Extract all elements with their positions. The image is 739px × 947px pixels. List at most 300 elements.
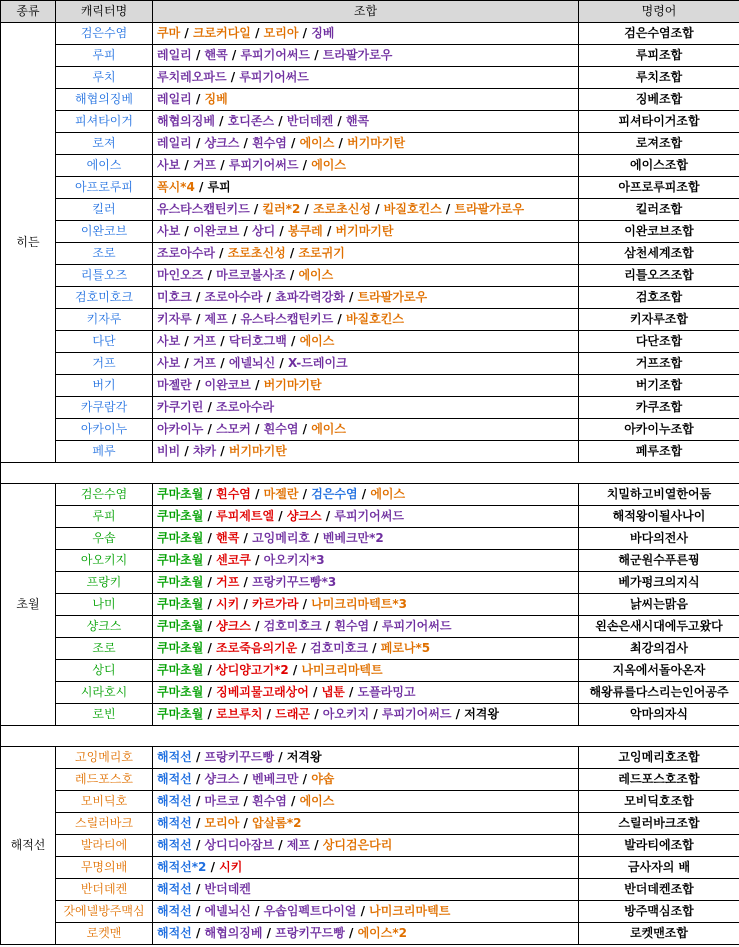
combo-separator: / [344,290,358,304]
combo-cell [153,572,579,594]
combo-separator: / [180,444,193,458]
section-gap-cell [1,726,739,747]
combo-cell [153,660,579,682]
table-row [1,638,739,660]
header-type: 종류 [1,1,56,23]
command-cell: 에이스조합 [579,155,739,177]
combo-part: 해적선*2 [157,860,207,874]
table-row [1,682,739,704]
combo-part: 에이스 [299,136,335,150]
command-cell: 버기조합 [579,375,739,397]
character-name-cell: 우솝 [56,528,153,550]
combo-part: 트라팔가로우 [322,48,393,62]
character-name-cell: 로켓맨 [56,923,153,945]
combo-separator: / [322,224,336,238]
combo-cell [153,682,579,704]
combo-separator: / [203,575,217,589]
combo-part: 에넬뇌신 [204,904,251,918]
combo-separator: / [333,312,346,326]
character-name-cell: 반더데켄 [56,879,153,901]
combo-separator: / [356,904,370,918]
combo-separator: / [285,246,299,260]
combo-part: 레일리 [157,48,192,62]
command-cell: 페루조합 [579,441,739,463]
combo-part: 해적선 [157,838,192,852]
combo-part: 거프 [192,334,217,348]
combo-separator: / [286,794,300,808]
combo-part: 마젤란 [263,487,299,501]
combo-part: 냅툰 [321,685,345,699]
character-name-cell: 에이스 [56,155,153,177]
table-row [1,287,739,309]
combo-separator: / [300,202,314,216]
combo-separator: / [321,509,335,523]
command-cell: 검은수염조합 [579,23,739,45]
table-row [1,265,739,287]
combo-cell [153,901,579,923]
table-row [1,243,739,265]
command-cell: 아카이누조합 [579,419,739,441]
combo-part: 버기마기탄 [228,444,287,458]
character-name-cell: 킬러 [56,199,153,221]
combo-part: 스모커 [216,422,251,436]
character-name-cell: 레드포스호 [56,769,153,791]
section-type-cell: 히든 [1,23,56,463]
combo-part: 검호미호크 [310,641,368,655]
combo-cell [153,835,579,857]
character-name-cell: 상디 [56,660,153,682]
combo-separator: / [227,312,241,326]
command-cell: 해왕류를다스리는인어공주 [579,682,739,704]
combo-part: 거프 [216,575,240,589]
combo-part: 카쿠기린 [157,400,204,414]
combo-separator: / [369,707,382,721]
combo-cell [153,419,579,441]
combo-cell [153,331,579,353]
combo-cell [153,528,579,550]
character-name-cell: 로빈 [56,704,153,726]
character-name-cell: 키자루 [56,309,153,331]
combo-part: 조로초신성 [227,246,286,260]
character-name-cell: 검호미호크 [56,287,153,309]
combo-part: 마르코 [204,794,240,808]
combo-part: 봉쿠레 [288,224,323,238]
combo-part: 핸콕 [204,48,228,62]
table-row [1,857,739,879]
combo-separator: / [203,553,217,567]
command-cell: 금사자의 배 [579,857,739,879]
command-cell: 바다의전사 [579,528,739,550]
combo-part: 핸콕 [345,114,370,128]
character-name-cell: 루치 [56,67,153,89]
combo-part: 쿠마초월 [157,553,204,567]
combo-separator: / [191,750,205,764]
table-row [1,177,739,199]
combo-separator: / [203,268,217,282]
combo-separator: / [250,553,264,567]
combo-part: 루피기어써드 [381,619,452,633]
combo-part: 징베 [204,92,228,106]
combo-part: 쿠마초월 [157,531,204,545]
combo-cell [153,111,579,133]
combo-part: 비비 [157,444,181,458]
command-cell: 악마의자식 [579,704,739,726]
table-body [1,23,739,945]
header-name: 캐릭터명 [56,1,153,23]
combo-part: 흰수염 [216,487,251,501]
combo-part: 드래곤 [275,707,311,721]
combo-part: 흰수염 [252,794,287,808]
combo-part: 쿠마 [157,26,181,40]
combo-part: 유스타스캡틴키드 [240,312,334,326]
combo-separator: / [191,816,205,830]
combo-part: 해적선 [157,816,192,830]
combo-part: 이완코브 [192,224,240,238]
table-row [1,89,739,111]
command-cell: 로져조합 [579,133,739,155]
table-row [1,353,739,375]
combo-cell [153,616,579,638]
combo-cell [153,397,579,419]
combo-separator: / [203,487,217,501]
character-name-cell: 아카이누 [56,419,153,441]
character-name-cell: 거프 [56,353,153,375]
combo-cell [153,638,579,660]
command-cell: 카쿠조합 [579,397,739,419]
command-cell: 치밀하고비열한어둠 [579,484,739,506]
command-cell: 킬러조합 [579,199,739,221]
character-name-cell: 프랑키 [56,572,153,594]
combo-part: 해적선 [157,750,192,764]
combo-cell [153,441,579,463]
combo-part: 나미크리마텍트 [369,904,451,918]
combo-separator: / [203,707,217,721]
combo-part: 버기마기탄 [347,136,406,150]
command-cell: 다단조합 [579,331,739,353]
combo-part: 쿠마초월 [157,619,204,633]
table-row [1,375,739,397]
combo-separator: / [333,114,346,128]
character-name-cell: 시라호시 [56,682,153,704]
combo-part: 해적선 [157,904,192,918]
combo-part: 호디존스 [227,114,275,128]
combo-separator: / [262,707,276,721]
character-name-cell: 조로 [56,243,153,265]
combo-part: 제프 [204,312,228,326]
combo-part: 도플라밍고 [357,685,416,699]
combo-part: 샹크스 [216,619,251,633]
combo-separator: / [180,356,193,370]
combo-part: 상디검은다리 [322,838,393,852]
table-row [1,397,739,419]
combo-separator: / [191,882,205,896]
combo-separator: / [239,597,253,611]
combo-separator: / [334,136,348,150]
combo-part: X-드레이크 [288,356,348,370]
combo-part: 조로초신성 [313,202,372,216]
combo-separator: / [357,487,371,501]
command-cell: 낡씨는맑음 [579,594,739,616]
section-gap-cell [1,463,739,484]
combo-part: 레일리 [157,136,192,150]
combo-part: 해적선 [157,772,192,786]
combo-separator: / [298,26,312,40]
combo-part: 쿠마초월 [157,641,204,655]
combo-part: 해적선 [157,926,192,940]
table-row [1,550,739,572]
combo-separator: / [262,926,276,940]
combo-cell [153,89,579,111]
combo-part: 검은수염 [311,487,358,501]
combo-cell [153,309,579,331]
table-row [1,484,739,506]
character-name-cell: 카쿠람각 [56,397,153,419]
combo-separator: / [191,312,205,326]
combo-part: 나미크리마텍트 [301,663,383,677]
combo-separator: / [216,444,229,458]
combo-cell [153,769,579,791]
combo-separator: / [369,619,382,633]
combo-part: 상디 [252,224,276,238]
combo-separator: / [250,26,264,40]
command-cell: 해군원수푸른꿩 [579,550,739,572]
character-name-cell: 스릴러바크 [56,813,153,835]
combo-separator: / [310,531,323,545]
combo-separator: / [191,92,205,106]
combo-separator: / [203,619,217,633]
combo-separator: / [344,926,358,940]
combo-separator: / [239,575,253,589]
combo-part: 반더데켄 [204,882,251,896]
combo-part: 에이스 [298,268,334,282]
table-row [1,45,739,67]
table-row [1,133,739,155]
combo-separator: / [203,685,217,699]
combo-cell [153,243,579,265]
command-cell: 로켓맨조합 [579,923,739,945]
character-name-cell: 샹크스 [56,616,153,638]
combo-separator: / [298,487,312,501]
combo-part: 벤베크만 [252,772,299,786]
table-row [1,660,739,682]
combo-separator: / [250,422,264,436]
combo-part: 쿠마초월 [157,707,204,721]
combo-separator: / [286,136,300,150]
combo-part: 루피기어써드 [239,70,309,84]
combo-cell [153,506,579,528]
combo-separator: / [239,794,253,808]
combo-cell [153,747,579,769]
combo-part: 상디디아잠브 [204,838,275,852]
combo-part: 저격왕 [286,750,322,764]
combo-part: 쿠마초월 [157,575,204,589]
combo-part: 마르코불사조 [216,268,286,282]
command-cell: 스릴러바크조합 [579,813,739,835]
combo-part: 상디양고기*2 [216,663,289,677]
combo-part: 킬러*2 [262,202,301,216]
combo-separator: / [286,334,300,348]
combo-separator: / [275,224,288,238]
table-row [1,23,739,45]
combo-part: 챠카 [192,444,217,458]
combo-part: 아오키지*3 [263,553,325,567]
combo-part: 루피기어써드 [228,158,299,172]
combo-separator: / [262,290,276,304]
character-name-cell: 피셔타이거 [56,111,153,133]
combo-cell [153,23,579,45]
combo-separator: / [298,772,312,786]
character-name-cell: 이완코브 [56,221,153,243]
combo-part: 에이스 [311,422,346,436]
combo-part: 프랑키꾸드빵 [275,926,345,940]
table-row [1,221,739,243]
combo-separator: / [191,926,205,940]
section-gap [1,726,739,747]
combo-part: 버기마기탄 [263,378,322,392]
combo-separator: / [216,334,229,348]
table-row [1,111,739,133]
character-name-cell: 해협의징베 [56,89,153,111]
combo-separator: / [180,158,193,172]
combo-separator: / [298,422,312,436]
combo-cell [153,857,579,879]
combo-cell [153,133,579,155]
table-row [1,594,739,616]
combo-part: 쵸파각력강화 [275,290,345,304]
command-cell: 검호조합 [579,287,739,309]
combo-cell [153,45,579,67]
combo-part: 트라팔가로우 [454,202,525,216]
combo-separator: / [274,114,287,128]
table-row [1,155,739,177]
combo-part: 프랑키꾸드빵*3 [252,575,337,589]
table-row [1,813,739,835]
combo-part: 조로아수라 [216,400,275,414]
character-name-cell: 검은수염 [56,23,153,45]
combo-part: 조로죽음의기운 [216,641,298,655]
character-name-cell: 검은수염 [56,484,153,506]
combo-separator: / [203,641,217,655]
combo-separator: / [239,224,253,238]
combo-part: 미호크 [157,290,192,304]
command-cell: 왼손은새시대에두고왔다 [579,616,739,638]
combo-part: 나미크리마텍트*3 [311,597,407,611]
character-name-cell: 아프로루피 [56,177,153,199]
combo-part: 흰수염 [334,619,370,633]
combo-part: 에이스*2 [357,926,407,940]
table-row [1,419,739,441]
combo-cell [153,879,579,901]
combo-separator: / [226,70,240,84]
combo-part: 에이스 [311,158,346,172]
combo-part: 쿠마초월 [157,685,204,699]
character-name-cell: 다단 [56,331,153,353]
combo-separator: / [368,641,381,655]
combo-part: 마젤란 [157,378,192,392]
combo-cell [153,221,579,243]
combo-part: 쿠마초월 [157,487,204,501]
table-row [1,704,739,726]
combo-cell [153,265,579,287]
table-row [1,67,739,89]
combo-part: 거프 [192,356,217,370]
character-name-cell: 리틀오즈 [56,265,153,287]
combo-separator: / [308,685,322,699]
combo-part: 아카이누 [157,422,204,436]
combo-separator: / [239,772,253,786]
combo-part: 흰수염 [252,136,287,150]
command-cell: 해적왕이될사나이 [579,506,739,528]
combo-part: 해적선 [157,882,192,896]
combo-part: 시키 [219,860,243,874]
combo-part: 카르가라 [252,597,299,611]
combo-cell [153,704,579,726]
combo-separator: / [250,378,264,392]
combo-separator: / [206,860,220,874]
combo-part: 징베 [311,26,335,40]
combo-separator: / [321,619,335,633]
combo-part: 마인오즈 [157,268,204,282]
combo-part: 고잉메리호 [252,531,311,545]
combo-part: 제프 [286,838,311,852]
combo-part: 조로귀기 [298,246,345,260]
combo-separator: / [203,400,217,414]
combo-part: 흰수염 [263,422,299,436]
combo-separator: / [310,838,323,852]
combo-separator: / [310,48,323,62]
combo-separator: / [216,158,229,172]
character-name-cell: 나미 [56,594,153,616]
header-cmd: 명령어 [579,1,739,23]
combo-part: 바질호킨스 [383,202,442,216]
combo-part: 닥터호그백 [228,334,287,348]
combo-separator: / [239,531,253,545]
table-row [1,879,739,901]
combo-cell [153,375,579,397]
section-type-cell: 초월 [1,484,56,726]
combo-part: 에이스 [299,334,335,348]
combo-part: 사보 [157,158,181,172]
combo-separator: / [239,816,253,830]
combo-separator: / [288,663,302,677]
combo-separator: / [191,772,205,786]
command-cell: 베가펑크의지식 [579,572,739,594]
combo-separator: / [310,707,323,721]
table-row [1,331,739,353]
command-cell: 키자루조합 [579,309,739,331]
table-row [1,791,739,813]
character-name-cell: 루피 [56,506,153,528]
combo-separator: / [191,48,205,62]
combo-separator: / [191,838,205,852]
combo-part: 트라팔가로우 [357,290,428,304]
combo-separator: / [194,180,208,194]
combo-separator: / [191,136,205,150]
combo-part: 루피기어써드 [334,509,404,523]
character-name-cell: 루피 [56,45,153,67]
combo-part: 저격왕 [464,707,499,721]
table-row [1,747,739,769]
combo-separator: / [214,246,228,260]
combo-separator: / [180,26,193,40]
combo-part: 에넬뇌신 [228,356,276,370]
command-cell: 레드포스호조합 [579,769,739,791]
combo-cell [153,155,579,177]
combo-separator: / [203,509,217,523]
combo-cell [153,594,579,616]
combo-separator: / [249,202,263,216]
combo-part: 바질호킨스 [345,312,404,326]
